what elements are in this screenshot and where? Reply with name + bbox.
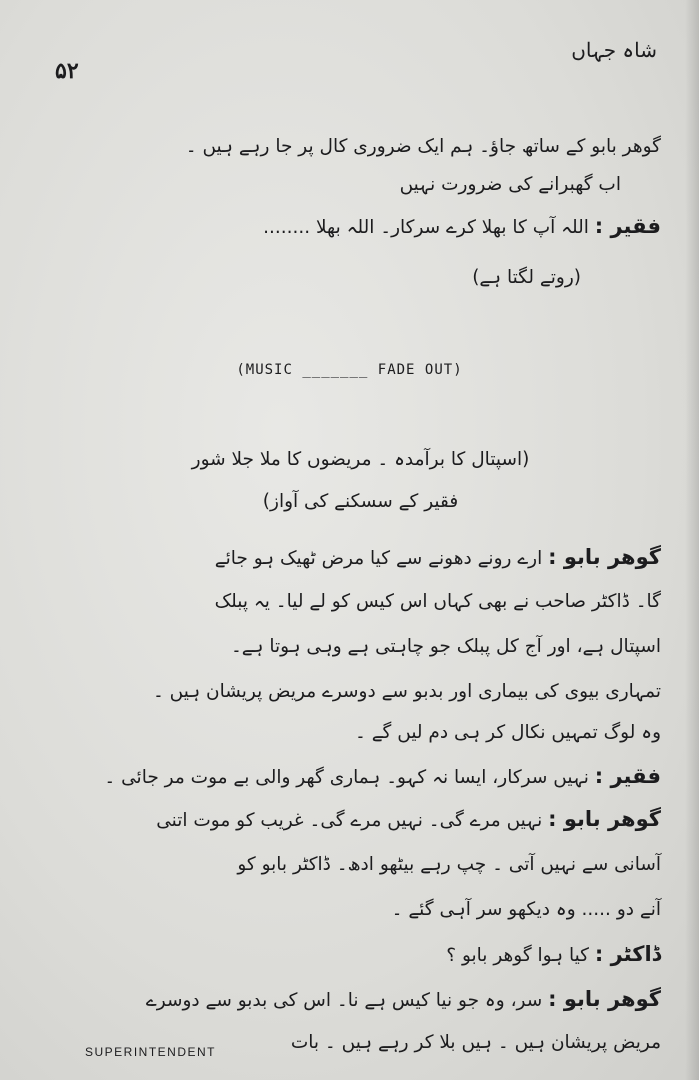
faqeer-dialogue-2 [60,765,661,788]
speaker-name: گوھر بابو : [548,807,661,831]
dialogue-line: وہ لوگ تمہیں نکال کر ہی دم لیں گے ۔ [355,722,661,743]
page-edge-shadow [685,0,699,1080]
dialogue-text: اللہ آپ کا بھلا کرے سرکار۔ اللہ بھلا ........ [263,217,589,238]
dialogue-text: ارے رونے دھونے سے کیا مرض ٹھیک ہو جائے [214,548,543,569]
speaker-name: فقیر : [594,764,661,788]
dialogue-text: نہیں مرے گی۔ نہیں مرے گی۔ غریب کو موت اتنی [156,810,543,831]
dialogue-line: گوھر بابو کے ساتھ جاؤ۔ ہم ایک ضروری کال پر جا رہے ہیں ۔ [185,136,661,157]
dialogue-text: سر، وہ جو نیا کیس ہے نا۔ اس کی بدبو سے دوسرے [145,990,543,1011]
speaker-name: ڈاکٹر : [594,942,661,966]
scene-direction-line: (اسپتال کا برآمدہ ۔ مریضوں کا ملا جلا شور [191,449,530,470]
music-cue: (MUSIC _______ FADE OUT) [236,362,463,378]
running-title: شاہ جہاں [571,38,657,62]
speaker-name: گوھر بابو : [548,545,661,569]
dialogue-text: نہیں سرکار، ایسا نہ کہو۔ ہماری گھر والی بے موت مر جائی ۔ [104,767,589,788]
dialogue-text: کیا ہوا گوھر بابو ؟ [446,945,589,966]
dialogue-line: گا۔ ڈاکٹر صاحب نے بھی کہاں اس کیس کو لے لیا۔ یہ پبلک [214,591,661,612]
dialogue-line: اب گھبرانے کی ضرورت نہیں [399,174,621,195]
gohar-dialogue-2-start [60,808,661,831]
dialogue-line: آنے دو ..... وہ دیکھو سر آہی گئے ۔ [391,899,661,920]
stage-direction: (روتے لگتا ہے) [472,267,581,288]
dialogue-line: اسپتال ہے، اور آج کل پبلک جو چاہتی ہے وہی ہوتا ہے۔ [230,636,661,657]
speaker-name: فقیر : [594,214,661,238]
faqeer-dialogue-1 [60,215,661,238]
scene-direction-line: فقیر کے سسکنے کی آواز) [262,491,459,512]
dialogue-line: آسانی سے نہیں آتی ۔ چپ رہے بیٹھو ادھ۔ ڈاکٹر بابو کو [237,854,661,875]
dialogue-line: مریض پریشان ہیں ۔ ہیں بلا کر رہے ہیں ۔ بات [290,1032,661,1053]
gohar-dialogue-1-start [60,546,661,569]
speaker-name: گوھر بابو : [548,987,661,1011]
page-number: ۵۲ [55,58,79,84]
doctor-dialogue [60,943,661,966]
gohar-dialogue-3-start [60,988,661,1011]
latin-annotation: SUPERINTENDENT [85,1045,217,1059]
dialogue-line: تمہاری بیوی کی بیماری اور بدبو سے دوسرے مریض پریشان ہیں ۔ [152,681,661,702]
